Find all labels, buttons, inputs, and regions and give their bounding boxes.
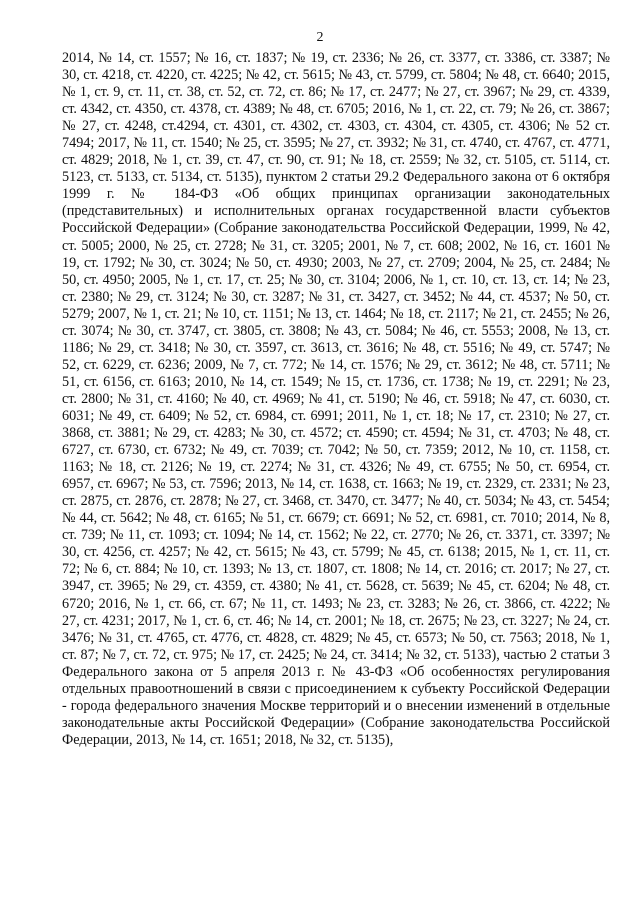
page-number: 2 bbox=[316, 30, 324, 45]
legal-citation-paragraph: 2014, № 14, ст. 1557; № 16, ст. 1837; № 19, ст. 2336; № 26, ст. 3377, ст. 3386, ст. 3387; № 30, ст. 4218, ст. 4220, ст. 4225; № 42, ст. 5615; № 43, ст. 5799, ст. 5804; № 48, ст. 6640; 2015, № 1, ст. 9, ст. 11, ст. 38, ст. 52, ст. 72, ст. 86; № 17, ст. 2477; № 27, ст. 3967; № 29, ст. 4339, ст. 4342, ст. 4350, ст. 4378, ст. 4389; № 48, ст. 6705; 2016, № 1, ст. 22, ст. 79; № 26, ст. 3867; № 27, ст. 4248, ст.4294, ст. 4301, ст. 4302, ст. 4303, ст. 4304, ст. 4305, ст. 4306; № 52 ст. 7494; 2017, № 11, ст. 1540; № 25, ст. 3595; № 27, ст. 3932; № 31, ст. 4740, ст. 4767, ст. 4771, ст. 4829; 2018, № 1, ст. 39, ст. 47, ст. 90, ст. 91; № 18, ст. 2559; № 32, ст. 5105, ст. 5114, ст. 5123, ст. 5133, ст. 5134, ст. 5135), пунктом 2 статьи 29.2 Федерального закона от 6 октября 1999 г. № 184-ФЗ «Об общих принципах организации законодательных (представительных) и исполнительных органах государственной власти субъектов Российской Федерации» (Собрание законодательства Российской Федерации, 1999, № 42, ст. 5005; 2000, № 25, ст. 2728; № 31, ст. 3205; 2001, № 7, ст. 608; 2002, № 16, ст. 1601 № 19, ст. 1792; № 30, ст. 3024; № 50, ст. 4930; 2003, № 27, ст. 2709; 2004, № 25, ст. 2484; № 50, ст. 4950; 2005, № 1, ст. 17, ст. 25; № 30, ст. 3104; 2006, № 1, ст. 10, ст. 13, ст. 14; № 23, ст. 2380; № 29, ст. 3124; № 30, ст. 3287; № 31, ст. 3427, ст. 3452; № 44, ст. 4537; № 50, ст. 5279; 2007, № 1, ст. 21; № 10, ст. 1151; № 13, ст. 1464; № 18, ст. 2117; № 21, ст. 2455; № 26, ст. 3074; № 30, ст. 3747, ст. 3805, ст. 3808; № 43, ст. 5084; № 46, ст. 5553; 2008, № 13, ст. 1186; № 29, ст. 3418; № 30, ст. 3597, ст. 3613, ст. 3616; № 48, ст. 5516; № 49, ст. 5747; № 52, ст. 6229, ст. 6236; 2009, № 7, ст. 772; № 14, ст. 1576; № 29, ст. 3612; № 48, ст. 5711; № 51, ст. 6156, ст. 6163; 2010, № 14, ст. 1549; № 15, ст. 1736, ст. 1738; № 19, ст. 2291; № 23, ст. 2800; № 31, ст. 4160; № 40, ст. 4969; № 41, ст. 5190; № 46, ст. 5918; № 47, ст. 6030, ст. 6031; № 49, ст. 6409; № 52, ст. 6984, ст. 6991; 2011, № 1, ст. 18; № 17, ст. 2310; № 27, ст. 3868, ст. 3881; № 29, ст. 4283; № 30, ст. 4572; ст. 4590; ст. 4594; № 31, ст. 4703; № 48, ст. 6727, ст. 6730, ст. 6732; № 49, ст. 7039; ст. 7042; № 50, ст. 7359; 2012, № 10, ст. 1158, ст. 1163; № 18, ст. 2126; № 19, ст. 2274; № 31, ст. 4326; № 49, ст. 6755; № 50, ст. 6954, ст. 6957, ст. 6967; № 53, ст. 7596; 2013, № 14, ст. 1638, ст. 1663; № 19, ст. 2329, ст. 2331; № 23, ст. 2875, ст. 2876, ст. 2878; № 27, ст. 3468, ст. 3470, ст. 3477; № 40, ст. 5034; № 43, ст. 5454; № 44, ст. 5642; № 48, ст. 6165; № 51, ст. 6679; ст. 6691; № 52, ст. 6981, ст. 7010; 2014, № 8, ст. 739; № 11, ст. 1093; ст. 1094; № 14, ст. 1562; № 22, ст. 2770; № 26, ст. 3371, ст. 3397; № 30, ст. 4256, ст. 4257; № 42, ст. 5615; № 43, ст. 5799; № 45, ст. 6138; 2015, № 1, ст. 11, ст. 72; № 6, ст. 884; № 10, ст. 1393; № 13, ст. 1807, ст. 1808; № 14, ст. 2016; ст. 2017; № 27, ст. 3947, ст. 3965; № 29, ст. 4359, ст. 4380; № 41, ст. 5628, ст. 5639; № 45, ст. 6204; № 48, ст. 6720; 2016, № 1, ст. 66, ст. 67; № 11, ст. 1493; № 23, ст. 3283; № 26, ст. 3866, ст. 4222; № 27, ст. 4231; 2017, № 1, ст. 6, ст. 46; № 14, ст. 2001; № 18, ст. 2675; № 23, ст. 3227; № 24, ст. 3476; № 31, ст. 4765, ст. 4776, ст. 4828, ст. 4829; № 45, ст. 6573; № 50, ст. 7563; 2018, № 1, ст. 87; № 7, ст. 72, ст. 975; № 17, ст. 2425; № 24, ст. 3414; № 32, ст. 5133), частью 2 статьи 3 Федерального закона от 5 апреля 2013 г. № 43-ФЗ «Об особенностях регулирования отдельных правоотношений в связи с присоединением к субъекту Российской Федерации - города федерального значения Москве территорий и о внесении изменений в отдельные законодательные акты Российской Федерации» (Собрание законодательства Российской Федерации, 2013, № 14, ст. 1651; 2018, № 32, ст. 5135), bbox=[62, 50, 610, 748]
